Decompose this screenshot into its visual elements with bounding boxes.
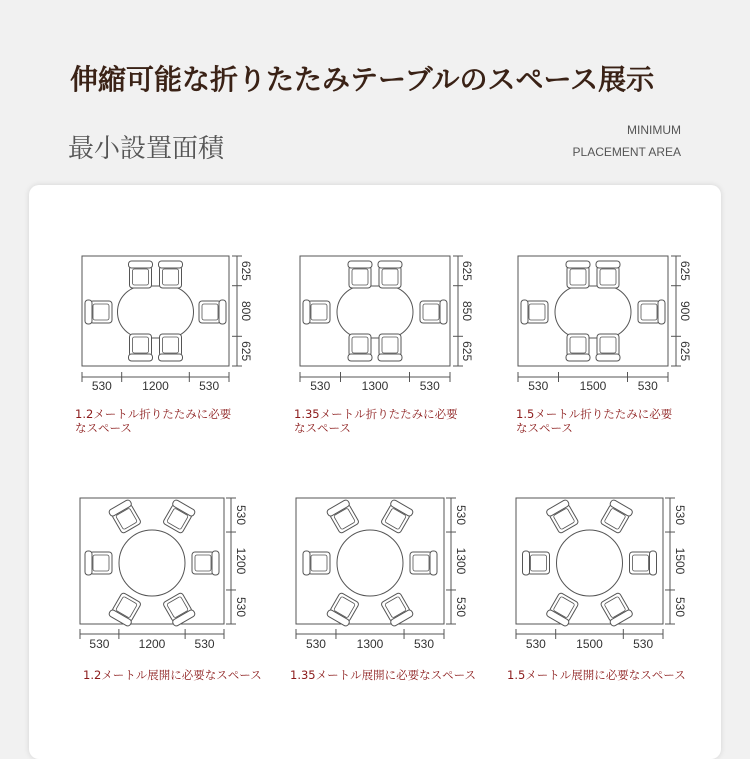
chair [380, 499, 414, 534]
caption-folded-3-line2: なスペース [516, 421, 573, 435]
folded-table-1 [118, 286, 194, 338]
folded-dim-right: 530 [637, 379, 658, 393]
chair [420, 300, 447, 324]
chair [85, 551, 112, 575]
chair [199, 300, 226, 324]
chair [303, 551, 330, 575]
expanded-dim-right: 530 [633, 637, 654, 651]
expanded-dim-left: 530 [305, 637, 326, 651]
chair [348, 334, 372, 361]
round-table-1 [119, 530, 185, 596]
page-subtitle: 最小設置面積 [68, 134, 225, 164]
folded-dim-bottom: 625 [678, 341, 692, 362]
chair [108, 499, 142, 534]
chair [523, 551, 550, 575]
chair [162, 499, 196, 534]
chair [521, 300, 548, 324]
caption-folded-1 [75, 407, 231, 435]
expanded-dim-mid: 1500 [673, 547, 687, 575]
folded-dim-top: 625 [678, 260, 692, 281]
chair [108, 592, 142, 627]
english-subtitle-line2: PLACEMENT AREA [572, 145, 681, 159]
folded-diagram-1 [82, 256, 253, 393]
folded-dim-left: 530 [91, 379, 112, 393]
caption-folded-2-line2: なスペース [294, 421, 351, 435]
expanded-dim-mid: 1200 [234, 547, 248, 575]
expanded-dim-left: 530 [89, 637, 110, 651]
caption-expanded-1: 1.2メートル展開に必要なスペース [83, 668, 262, 682]
expanded-diagram-3 [516, 498, 687, 651]
folded-dim-bottom: 625 [239, 341, 253, 362]
chair [129, 261, 153, 288]
caption-expanded-3: 1.5メートル展開に必要なスペース [507, 668, 686, 682]
chair [348, 261, 372, 288]
chair [599, 592, 633, 627]
chair [638, 300, 665, 324]
chair [159, 261, 183, 288]
chair [380, 592, 414, 627]
expanded-diagram-2 [296, 498, 468, 651]
chair [85, 300, 112, 324]
chair [596, 261, 620, 288]
expanded-dim-right: 530 [194, 637, 215, 651]
folded-dim-right: 530 [419, 379, 440, 393]
expanded-dim-bottom: 530 [673, 596, 687, 618]
caption-expanded-2: 1.35メートル展開に必要なスペース [290, 668, 477, 682]
folded-dim-mid: 800 [239, 300, 253, 322]
caption-folded-2-line1: 1.35メートル折りたたみに必要 [294, 407, 458, 421]
english-subtitle-line1: MINIMUM [627, 123, 681, 137]
chair [566, 261, 590, 288]
folded-dim-right: 530 [199, 379, 220, 393]
chair [378, 261, 402, 288]
folded-diagram-2 [300, 256, 474, 393]
chair [546, 592, 580, 627]
chair [630, 551, 657, 575]
expanded-diagram-1 [80, 498, 248, 651]
caption-folded-3-line1: 1.5メートル折りたたみに必要 [516, 407, 673, 421]
chair [326, 499, 360, 534]
folded-dim-mid: 900 [678, 300, 692, 322]
round-table-2 [337, 530, 403, 596]
chair [596, 334, 620, 361]
caption-folded-2 [294, 407, 458, 435]
folded-dim-left: 530 [310, 379, 331, 393]
expanded-dim-center: 1200 [138, 637, 166, 651]
folded-dim-bottom: 625 [460, 341, 474, 362]
chair [192, 551, 219, 575]
folded-dim-center: 1500 [579, 379, 607, 393]
expanded-dim-top: 530 [673, 504, 687, 526]
folded-dim-top: 625 [239, 260, 253, 281]
folded-dim-top: 625 [460, 260, 474, 281]
chair [410, 551, 437, 575]
folded-table-2 [337, 286, 413, 338]
page-title: 伸縮可能な折りたたみテーブルのスペース展示 [70, 63, 655, 96]
chair [129, 334, 153, 361]
caption-folded-1-line2: なスペース [75, 421, 132, 435]
expanded-dim-top: 530 [234, 504, 248, 526]
folded-dim-mid: 850 [460, 300, 474, 322]
expanded-dim-center: 1500 [576, 637, 603, 651]
round-table-3 [557, 530, 623, 596]
diagram-card [29, 185, 721, 759]
expanded-dim-bottom: 530 [454, 596, 468, 618]
expanded-dim-mid: 1300 [454, 547, 468, 575]
caption-folded-3 [516, 407, 672, 435]
chair [303, 300, 330, 324]
expanded-dim-bottom: 530 [234, 596, 248, 618]
folded-table-3 [555, 286, 631, 338]
expanded-dim-top: 530 [454, 504, 468, 526]
chair [599, 499, 633, 534]
chair [546, 499, 580, 534]
folded-dim-left: 530 [528, 379, 549, 393]
chair [326, 592, 360, 627]
caption-folded-1-line1: 1.2メートル折りたたみに必要 [75, 407, 232, 421]
folded-dim-center: 1300 [361, 379, 389, 393]
expanded-dim-left: 530 [525, 637, 546, 651]
folded-diagram-3 [518, 256, 692, 393]
chair [162, 592, 196, 627]
english-subtitle [573, 119, 681, 163]
folded-dim-center: 1200 [142, 379, 169, 393]
chair [566, 334, 590, 361]
chair [378, 334, 402, 361]
expanded-dim-center: 1300 [356, 637, 384, 651]
expanded-dim-right: 530 [414, 637, 435, 651]
chair [159, 334, 183, 361]
